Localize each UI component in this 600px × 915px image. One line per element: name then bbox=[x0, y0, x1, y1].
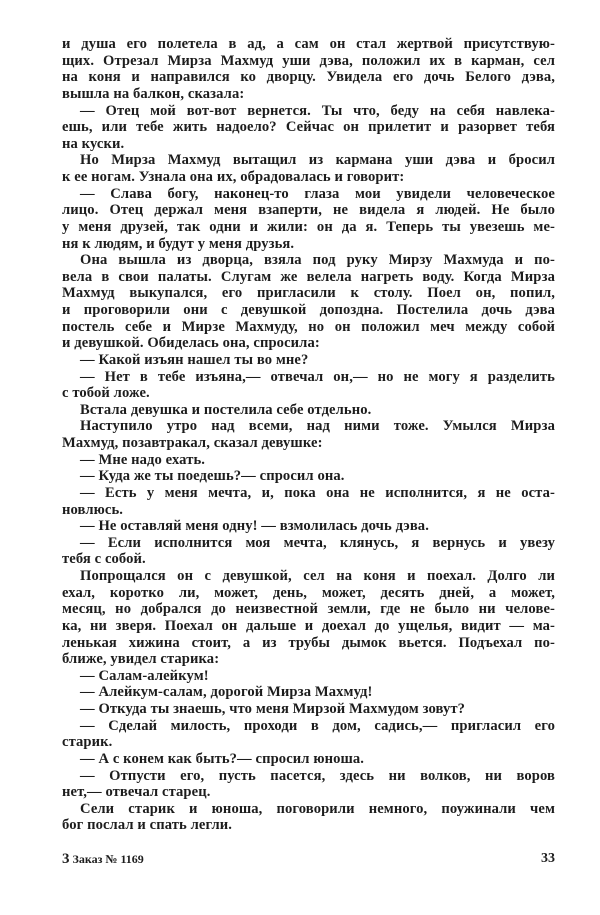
text-line: вела в свои палаты. Слугам же велела нагреть воду. Когда Мирза bbox=[62, 268, 555, 285]
body-text bbox=[62, 36, 555, 834]
paragraph bbox=[62, 369, 555, 402]
text-line: — Куда же ты поедешь?— спросил она. bbox=[80, 468, 345, 485]
paragraph bbox=[62, 718, 555, 751]
text-line: ка, ни зверя. Поехал он дальше и доехал до ущелья, видит — ма- bbox=[62, 617, 555, 634]
text-line: Попрощался он с девушкой, сел на коня и поехал. Долго ли bbox=[80, 568, 555, 584]
paragraph bbox=[62, 36, 555, 103]
text-line: — Салам-алейкум! bbox=[80, 667, 209, 684]
text-line: нет,— отвечал старец. bbox=[62, 784, 211, 801]
text-line: — Алейкум-салам, дорогой Мирза Махмуд! bbox=[80, 684, 373, 701]
text-line: тебя с собой. bbox=[62, 551, 146, 568]
paragraph bbox=[62, 751, 555, 768]
text-line: на куски. bbox=[62, 135, 125, 152]
paragraph bbox=[62, 152, 555, 185]
paragraph bbox=[62, 103, 555, 153]
paragraph bbox=[62, 186, 555, 253]
text-line: постель себе и Мирзе Махмуду, но он положил меч между собой bbox=[62, 318, 555, 335]
text-line: вышла на балкон, сказала: bbox=[62, 85, 245, 102]
paragraph bbox=[62, 568, 555, 668]
text-line: ня к людям, и будут у меня друзья. bbox=[62, 235, 295, 252]
paragraph bbox=[62, 402, 555, 419]
text-line: — Откуда ты знаешь, что меня Мирзой Махмудом зовут? bbox=[80, 701, 466, 717]
text-line: — Если исполнится моя мечта, клянусь, я вернусь и увезу bbox=[80, 534, 555, 551]
text-line: лицо. Отец держал меня взаперти, не видела я людей. Не было bbox=[62, 202, 555, 219]
text-line: старик. bbox=[62, 734, 113, 751]
text-line: к ее ногам. Узнала она их, обрадовалась и говорит: bbox=[62, 169, 405, 185]
paragraph bbox=[62, 684, 555, 701]
order-label: Заказ № 1169 bbox=[72, 852, 144, 866]
paragraph bbox=[62, 518, 555, 535]
paragraph bbox=[62, 801, 555, 834]
text-line: с тобой ложе. bbox=[62, 385, 150, 402]
text-line: Она вышла из дворца, взяла под руку Мирзу Махмуда и по- bbox=[80, 252, 555, 269]
text-line: — Отпусти его, пусть пасется, здесь ни волков, ни воров bbox=[80, 767, 555, 784]
text-line: на коня и направился ко дворцу. Увидела его дочь Белого дэва, bbox=[62, 69, 555, 86]
text-line: ближе, увидел старика: bbox=[62, 651, 220, 668]
printer-signature bbox=[62, 851, 144, 868]
paragraph bbox=[62, 668, 555, 685]
text-line: — Слава богу, наконец-то глаза мои увидели человеческое bbox=[80, 185, 555, 202]
text-line: бог послал и спать легли. bbox=[62, 817, 232, 834]
text-line: ленькая хижина стоит, а из трубы дымок вьется. Подъехал по- bbox=[62, 634, 555, 651]
text-line: — Отец мой вот-вот вернется. Ты что, беду на себя навлека- bbox=[80, 102, 555, 119]
paragraph bbox=[62, 468, 555, 485]
paragraph bbox=[62, 352, 555, 369]
paragraph bbox=[62, 252, 555, 352]
text-line: — А с конем как быть?— спросил юноша. bbox=[80, 750, 365, 767]
paragraph bbox=[62, 768, 555, 801]
text-line: Махмуд выкупался, его пригласили к столу. Поел он, попил, bbox=[62, 285, 555, 302]
text-line: — Какой изъян нашел ты во мне? bbox=[80, 351, 309, 368]
text-line: Махмуд, позавтракал, сказал девушке: bbox=[62, 435, 323, 451]
text-line: Наступило утро над всеми, над ними тоже. Умылся Мирза bbox=[80, 418, 555, 435]
text-line: и девушкой. Обиделась она, спросила: bbox=[62, 335, 320, 352]
paragraph bbox=[62, 535, 555, 568]
signature-number: 3 bbox=[62, 851, 70, 867]
text-line: Но Мирза Махмуд вытащил из кармана уши дэва и бросил bbox=[80, 152, 555, 169]
text-line: ехал, коротко ли, может, день, может, десять дней, а может, bbox=[62, 584, 555, 601]
page-number: 33 bbox=[541, 851, 555, 866]
text-line: Встала девушка и постелила себе отдельно. bbox=[80, 401, 372, 418]
text-line: Сели старик и юноша, поговорили немного, поужинали чем bbox=[80, 800, 555, 817]
text-line: месяц, но добрался до неизвестной земли, где не было ни челове- bbox=[62, 601, 555, 618]
text-line: — Сделай милость, проходи в дом, садись,— пригласил его bbox=[80, 717, 555, 734]
text-line: — Нет в тебе изъяна,— отвечал он,— но не могу я разделить bbox=[80, 368, 555, 385]
text-line: у меня друзей, так одни и жили: он да я. Теперь ты увезешь ме- bbox=[62, 218, 555, 235]
text-line: — Мне надо ехать. bbox=[80, 451, 206, 468]
paragraph bbox=[62, 701, 555, 718]
paragraph bbox=[62, 418, 555, 451]
text-line: — Не оставляй меня одну! — взмолилась дочь дэва. bbox=[80, 518, 429, 535]
paragraph bbox=[62, 452, 555, 469]
text-line: щих. Отрезал Мирза Махмуд уши дэва, положил их в карман, сел bbox=[62, 52, 555, 69]
text-line: новлюсь. bbox=[62, 501, 124, 518]
text-line: ешь, или тебе жить надоело? Сейчас он прилетит и разорвет тебя bbox=[62, 119, 555, 136]
text-line: — Есть у меня мечта, и, пока она не исполнится, я не оста- bbox=[80, 484, 555, 501]
text-line: и душа его полетела в ад, а сам он стал жертвой присутствую- bbox=[62, 36, 555, 52]
text-line: и проговорили они с девушкой допоздна. Постелила дочь дэва bbox=[62, 302, 555, 318]
paragraph bbox=[62, 485, 555, 518]
